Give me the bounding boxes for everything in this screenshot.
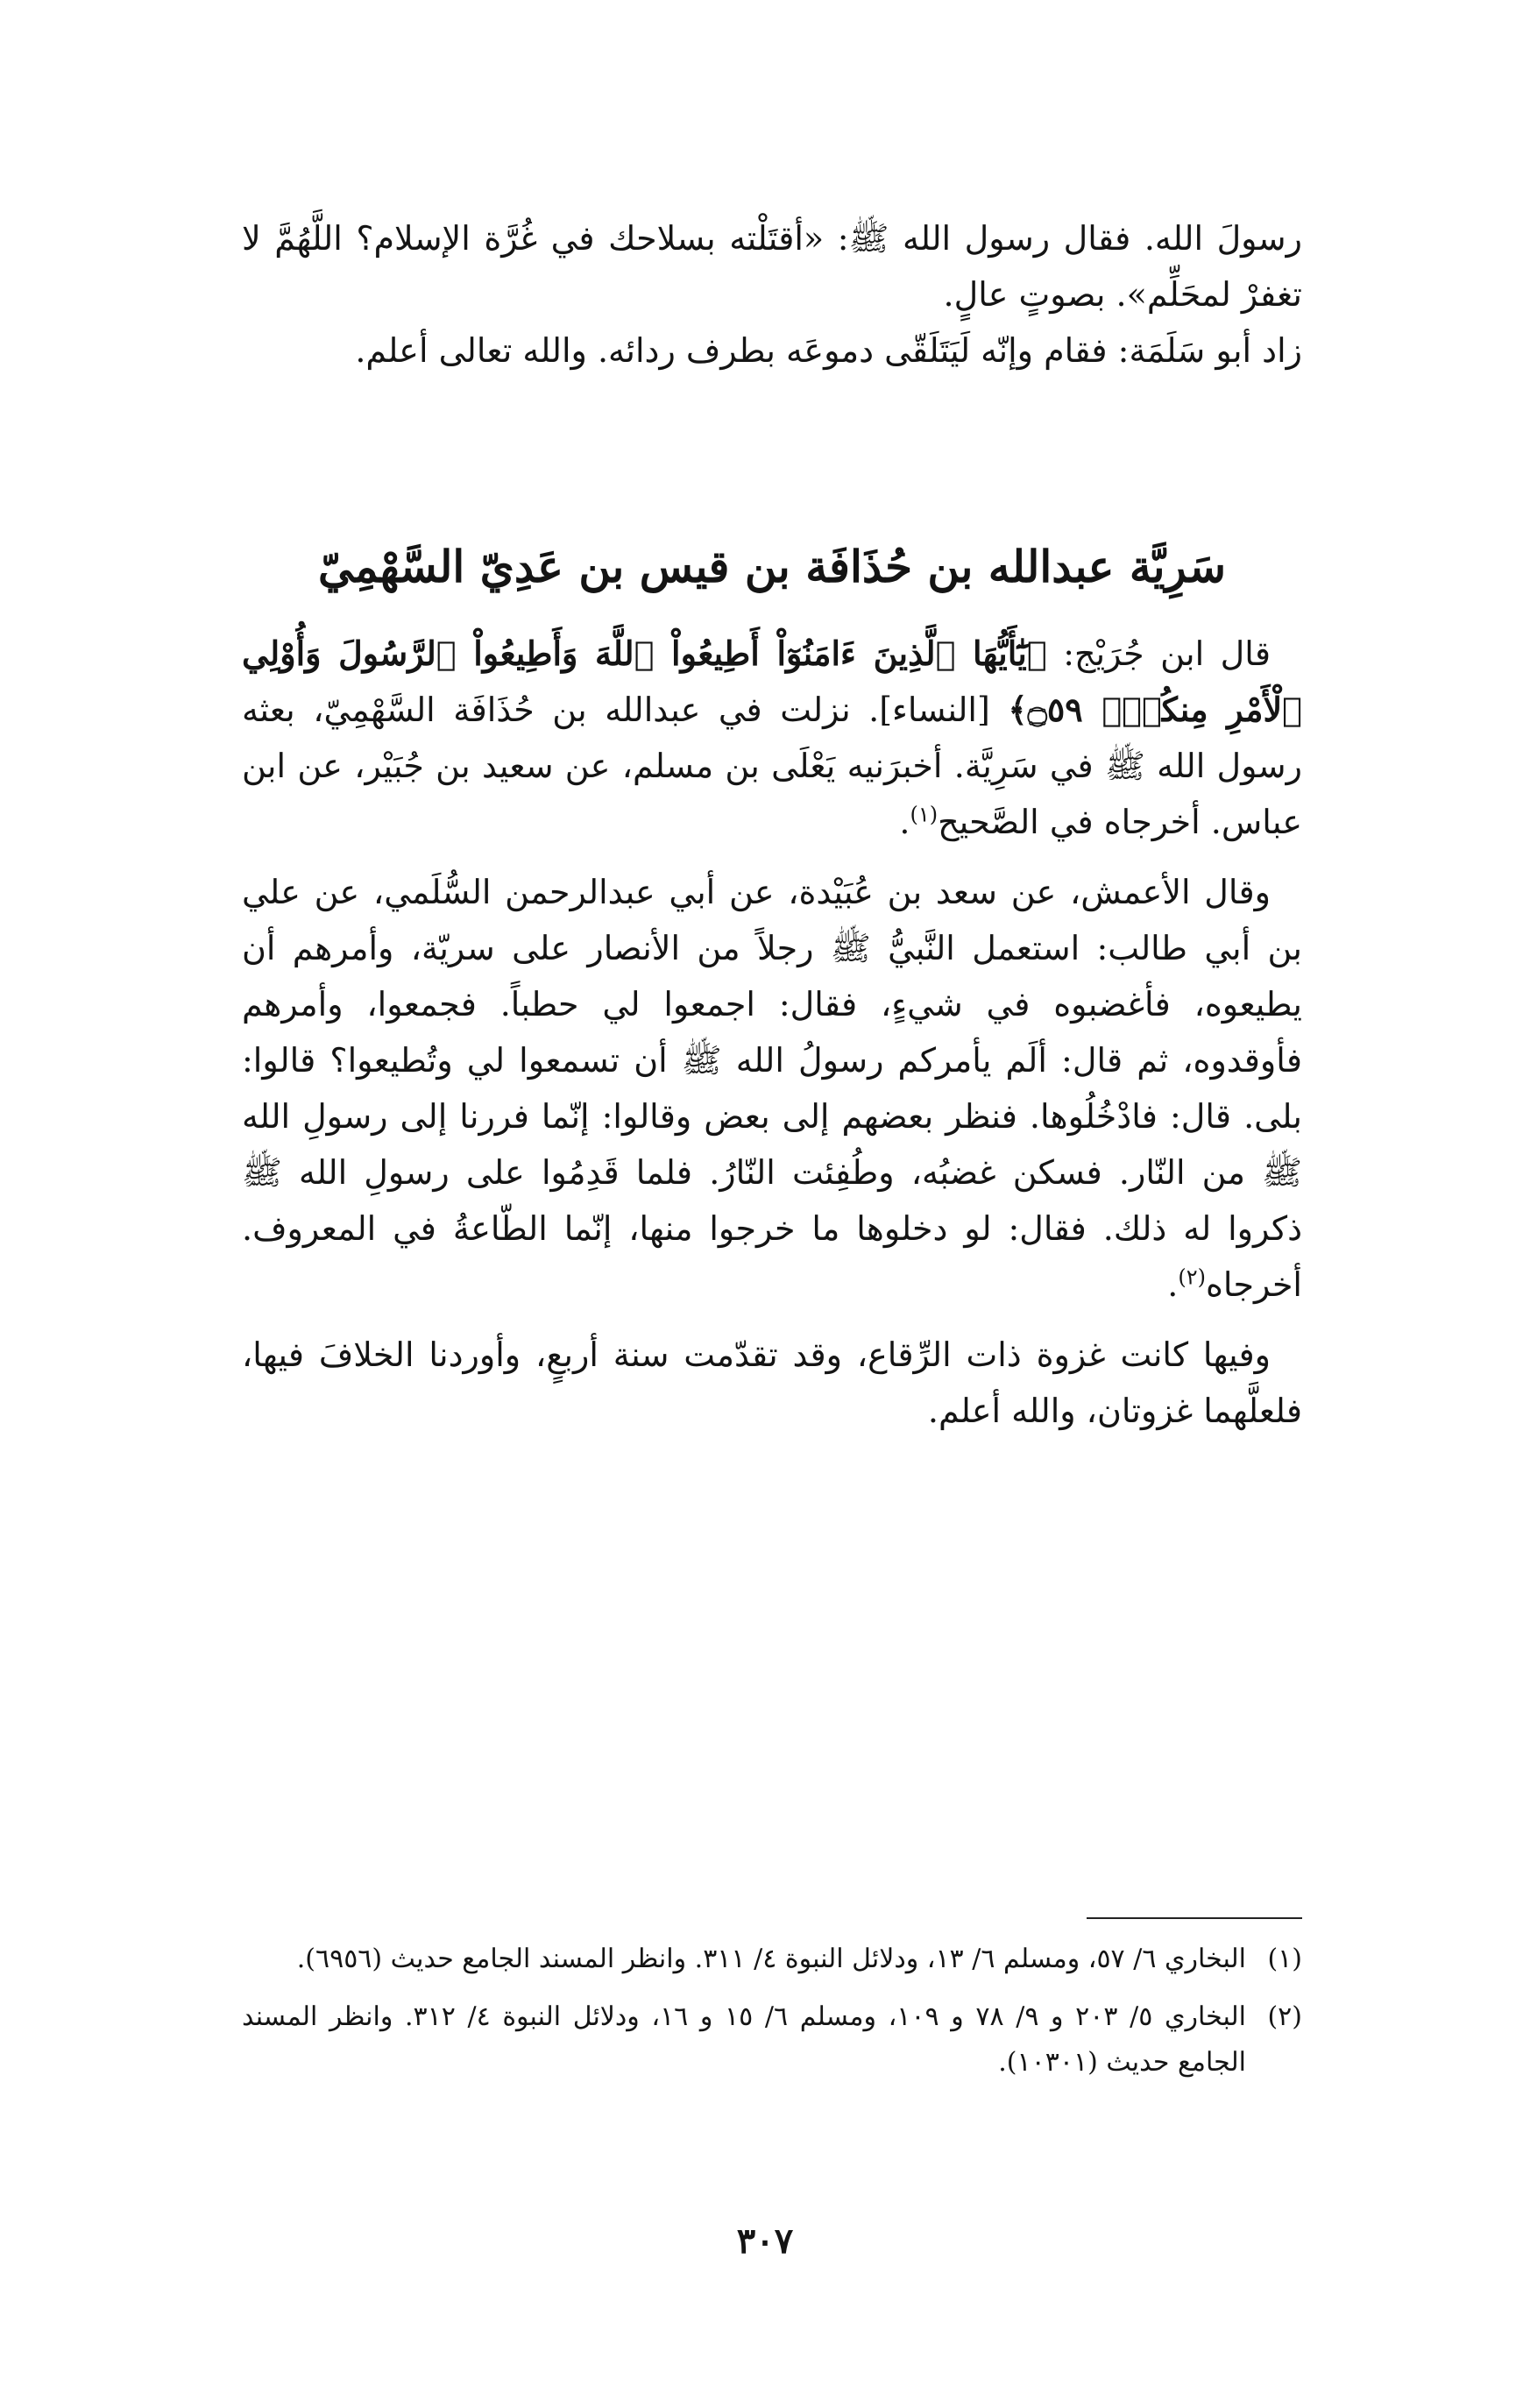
paragraph-ibn-jurayj: [242, 626, 1302, 850]
footnote-text: البخاري ٦/ ٥٧، ومسلم ٦/ ١٣، ودلائل النبوة ٤/ ٣١١. وانظر المسند الجامع حديث (٦٩٥٦).: [296, 1944, 1246, 1974]
main-text: [242, 626, 1302, 1439]
page-number: ٣٠٧: [736, 2220, 794, 2262]
footnote-text: البخاري ٥/ ٢٠٣ و ٩/ ٧٨ و ١٠٩، ومسلم ٦/ ١٥ و ١٦، ودلائل النبوة ٤/ ٣١٢. وانظر المسند الجامع حديث (١٠٣٠١).: [242, 2001, 1246, 2078]
footnotes: [242, 1937, 1302, 2098]
intro-paragraph-2: زاد أبو سَلَمَة: فقام وإنّه لَيَتَلَقّى دموعَه بطرف ردائه. والله تعالى أعلم.: [355, 331, 1302, 370]
footnote-number: (٢): [1267, 2001, 1302, 2032]
intro-text: [242, 210, 1302, 379]
paragraph-dhat-al-riqa: وفيها كانت غزوة ذات الرِّقاع، وقد تقدّمت سنة أربعٍ، وأوردنا الخلافَ فيها، فلعلَّهما غزوتان، والله أعلم.: [242, 1335, 1302, 1430]
footnote-divider: [1087, 1917, 1302, 1919]
paragraph-amash: [242, 864, 1302, 1313]
footnote-1: [242, 1937, 1302, 1982]
paragraph-end: .: [1167, 1265, 1179, 1304]
paragraph-end: .: [899, 803, 910, 841]
footnote-ref-1[interactable]: (١): [910, 802, 939, 827]
paragraph-body: وقال الأعمش، عن سعد بن عُبَيْدة، عن أبي عبدالرحمن السُّلَمي، عن علي بن أبي طالب: استعمل النَّبيُّ ﷺ رجلاً من الأنصار على سريّة، وأمرهم أن يطيعوه، فأغضبوه في شيءٍ، فقال: اجمعوا لي حطباً. فجمعوا، وأمرهم فأوقدوه، ثم قال: ألَم يأمركم رسولُ الله ﷺ أن تسمعوا لي وتُطيعوا؟ قالوا: بلى. قال: فادْخُلُوها. فنظر بعضهم إلى بعض وقالوا: إنّما فررنا إلى رسولِ الله ﷺ من النّار. فسكن غضبُه، وطُفِئت النّارُ. فلما قَدِمُوا على رسولِ الله ﷺ ذكروا له ذلك. فقال: لو دخلوها ما خرجوا منها، إنّما الطّاعةُ في المعروف. أخرجاه: [242, 873, 1302, 1304]
paragraph-opening: قال ابن جُرَيْج:: [1063, 634, 1271, 673]
quran-verse: ﴿يَٰٓأَيُّهَا ٱلَّذِينَ ءَامَنُوٓاْ أَطِيعُواْ ٱللَّهَ وَأَطِيعُواْ ٱلرَّسُولَ وَأُوْلِي ٱلْأَمْرِ مِنكُمْۖ ۝٥٩﴾: [242, 634, 1302, 729]
intro-paragraph-1: رسولَ الله. فقال رسول الله ﷺ: «أقتَلْته بسلاحك في غُرَّة الإسلام؟ اللَّهُمَّ لا تغفرْ لمحَلِّم». بصوتٍ عالٍ.: [242, 219, 1302, 314]
footnote-ref-2[interactable]: (٢): [1178, 1264, 1206, 1290]
footnote-number: (١): [1267, 1944, 1302, 1974]
footnote-2: [242, 1994, 1302, 2086]
section-title: سَرِيَّة عبدالله بن حُذَافَة بن قيس بن عَدِيّ السَّهْمِيّ: [317, 540, 1227, 592]
paragraph-body: [النساء]. نزلت في عبدالله بن حُذَافَة السَّهْمِيّ، بعثه رسول الله ﷺ في سَرِيَّة. أخبرَنيه يَعْلَى بن مسلم، عن سعيد بن جُبَيْر، عن ابن عباس. أخرجاه في الصَّحيح: [242, 691, 1302, 841]
